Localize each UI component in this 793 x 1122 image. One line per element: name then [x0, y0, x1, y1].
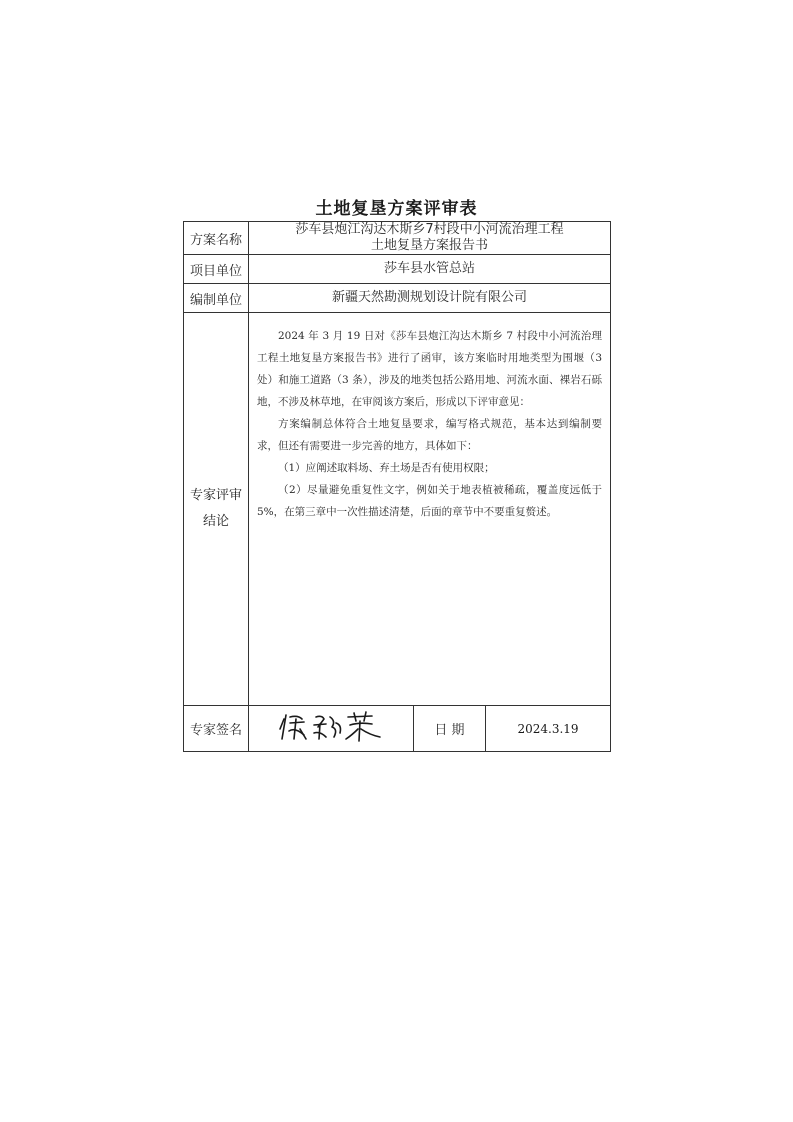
- plan-name-label: 方案名称: [184, 222, 249, 255]
- compiling-unit-label: 编制单位: [184, 284, 249, 313]
- document-title: 土地复垦方案评审表: [315, 199, 478, 219]
- date-label: 日 期: [414, 706, 486, 752]
- conclusion-paragraph-summary: 方案编制总体符合土地复垦要求，编写格式规范，基本达到编制要求，但还有需要进一步完善的地方，具体如下：: [257, 418, 603, 452]
- conclusion-label: [184, 313, 249, 706]
- conclusion-row: [184, 313, 611, 706]
- date-value: 2024.3.19: [486, 706, 611, 752]
- conclusion-label-line1: 专家评审: [189, 488, 242, 503]
- plan-name-line1: 莎车县炮江沟达木斯乡7村段中小河流治理工程: [295, 222, 564, 237]
- project-unit-value: 莎车县水管总站: [249, 255, 611, 284]
- compiling-unit-row: [184, 284, 611, 313]
- plan-name-line2: 土地复垦方案报告书: [371, 238, 489, 253]
- signature-row: [184, 706, 611, 752]
- project-unit-row: [184, 255, 611, 284]
- conclusion-item-1: （1）应阐述取料场、弃土场是否有使用权限；: [278, 462, 495, 474]
- compiling-unit-value: 新疆天然勘测规划设计院有限公司: [249, 284, 611, 313]
- conclusion-body: [249, 313, 611, 706]
- review-form-table: [183, 221, 611, 752]
- conclusion-label-line2: 结论: [202, 514, 229, 529]
- signature-cell: [249, 706, 414, 752]
- plan-name-row: [184, 222, 611, 255]
- plan-name-value: [249, 222, 611, 255]
- handwritten-signature: [276, 709, 386, 745]
- conclusion-item-2: （2）尽量避免重复性文字，例如关于地表植被稀疏，覆盖度远低于 5%，在第三章中一次性描述清楚，后面的章节中不要重复赘述。: [257, 484, 603, 518]
- signature-label: 专家签名: [184, 706, 249, 752]
- conclusion-paragraph-intro: 2024 年 3 月 19 日对《莎车县炮江沟达木斯乡 7 村段中小河流治理工程土地复垦方案报告书》进行了函审，该方案临时用地类型为围堰（3 处）和施工道路（3 条），涉及的地类包括公路用地、河流水面、裸岩石砾地，不涉及林草地，在审阅该方案后，形成以下评审意见：: [257, 330, 603, 408]
- project-unit-label: 项目单位: [184, 255, 249, 284]
